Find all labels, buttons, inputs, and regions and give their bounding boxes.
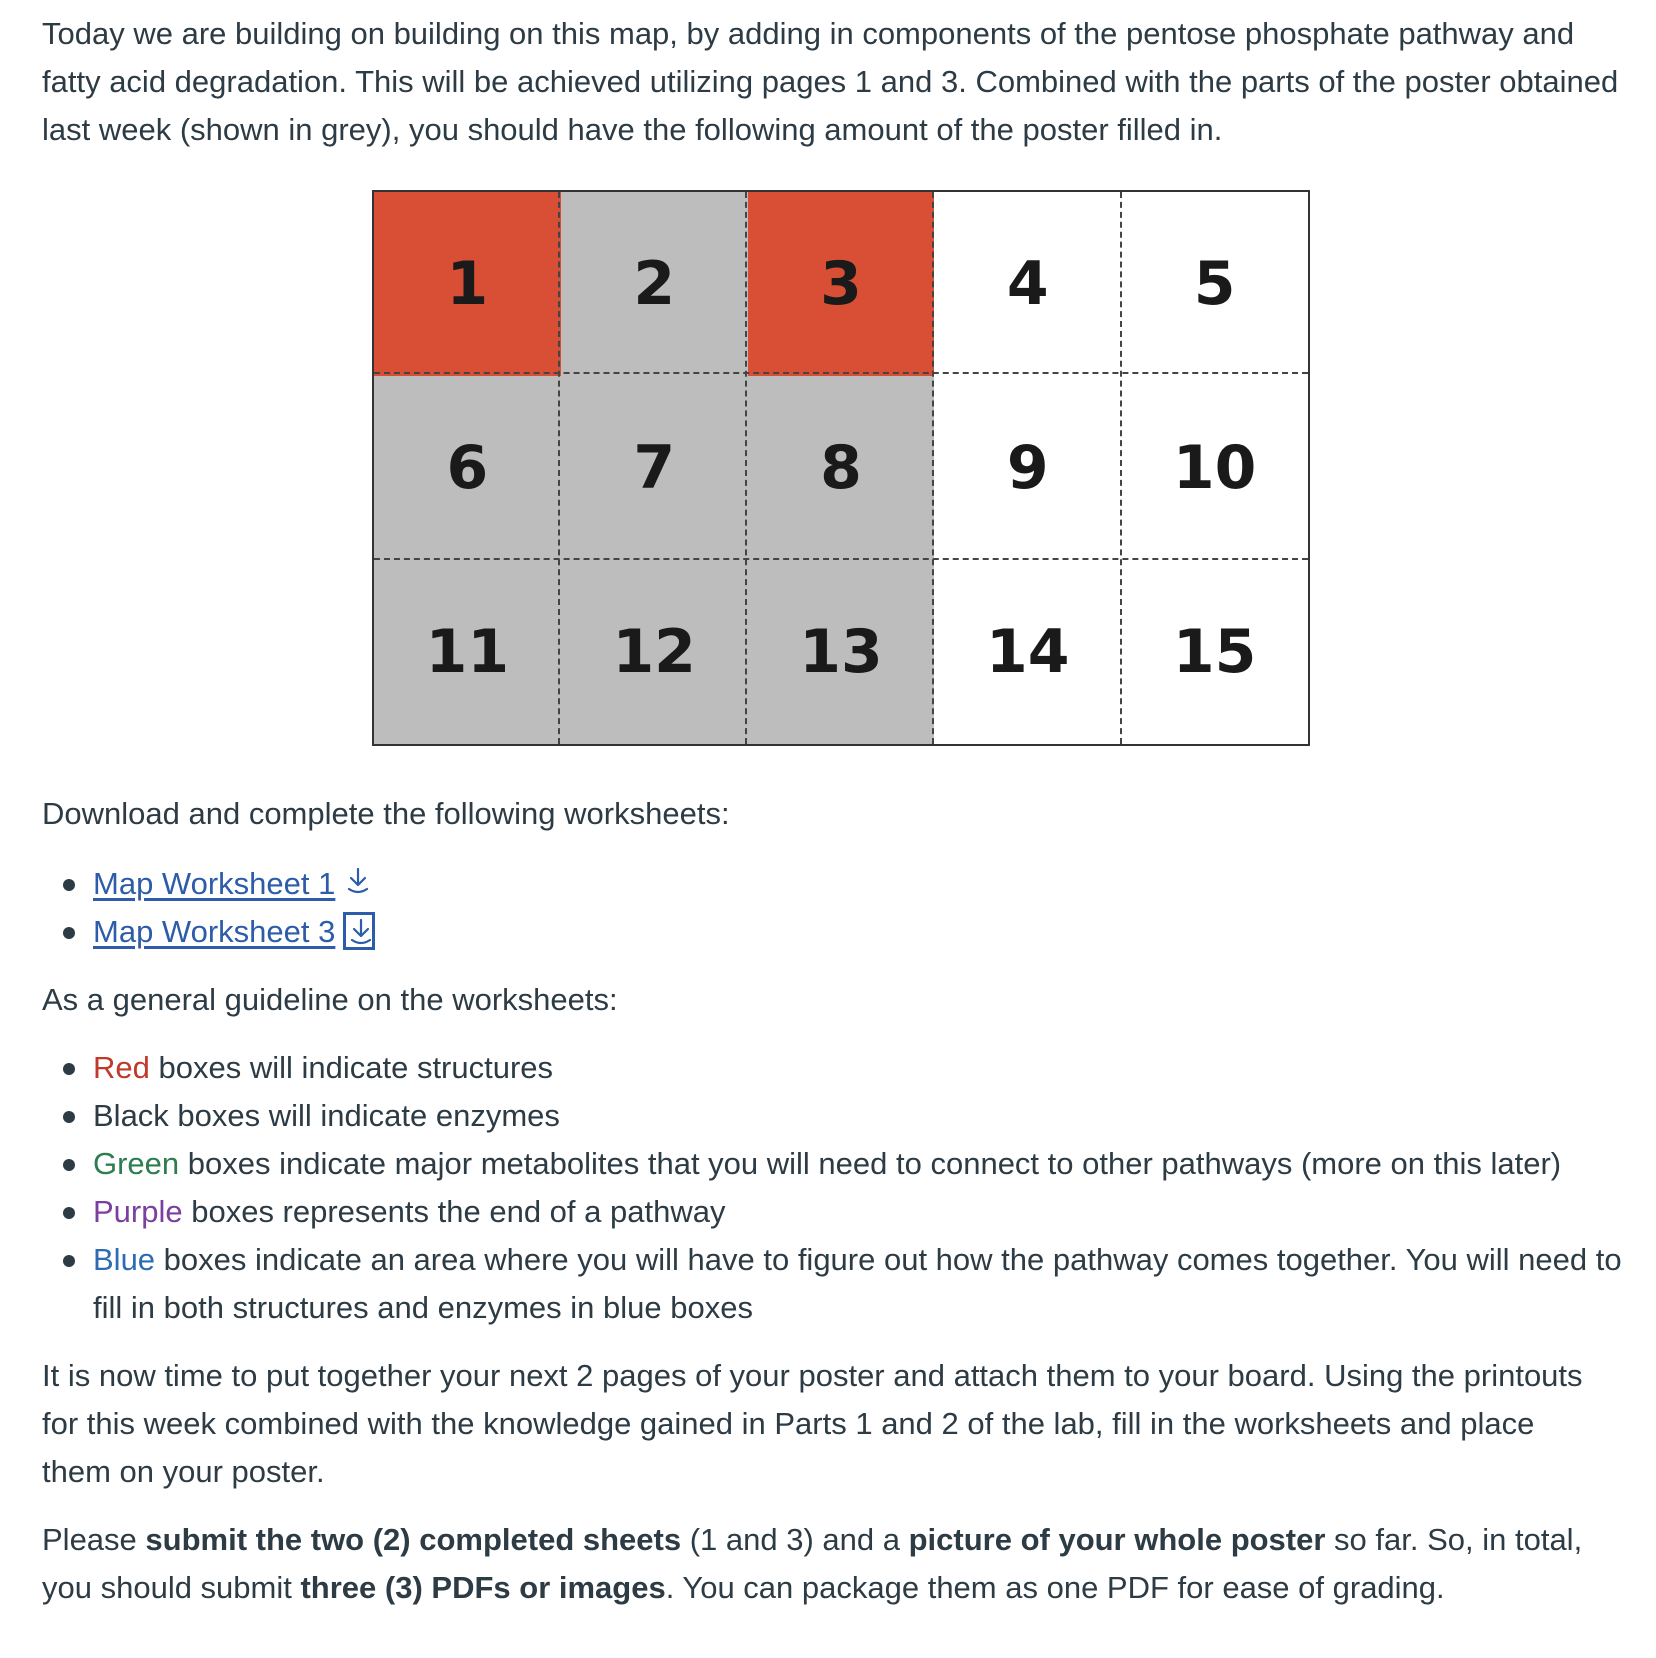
poster-cell-5: 5 xyxy=(1121,192,1308,376)
grid-divider xyxy=(374,558,1308,560)
poster-cell-6: 6 xyxy=(374,376,561,560)
map-worksheet-1-link[interactable]: Map Worksheet 1 xyxy=(93,866,336,901)
guideline-list xyxy=(42,1044,1632,1332)
poster-cell-14: 14 xyxy=(934,560,1121,744)
poster-cell-1: 1 xyxy=(374,192,561,376)
grid-divider xyxy=(1120,192,1122,744)
poster-cell-3: 3 xyxy=(748,192,935,376)
list-item xyxy=(42,860,1632,908)
guideline-heading: As a general guideline on the worksheets: xyxy=(42,982,618,1017)
bullet xyxy=(63,1255,75,1267)
poster-cell-8: 8 xyxy=(748,376,935,560)
bullet xyxy=(63,1111,75,1123)
poster-cell-13: 13 xyxy=(748,560,935,744)
bullet xyxy=(63,927,75,939)
poster-cell-12: 12 xyxy=(561,560,748,744)
guideline-text: boxes indicate major metabolites that you will need to connect to other pathways (more on this later) xyxy=(179,1146,1562,1181)
grid-divider xyxy=(374,372,1308,374)
submit-text: so far. So, in total, you should submit xyxy=(42,1522,1583,1605)
worksheet-section xyxy=(42,790,1632,1612)
page-content xyxy=(42,10,1632,154)
bullet xyxy=(63,1207,75,1219)
intro-paragraph: Today we are building on building on this map, by adding in components of the pentose phosphate pathway and fatty acid degradation. This will be achieved utilizing pages 1 and 3. Combined with the parts of the poster obtained last week (shown in grey), you should have the following amount of the poster filled in. xyxy=(42,16,1619,147)
list-item xyxy=(42,1140,1632,1188)
worksheet-list xyxy=(42,860,1632,956)
list-item xyxy=(42,1044,1632,1092)
list-item xyxy=(42,1236,1632,1332)
list-item xyxy=(42,1092,1632,1140)
poster-cell-4: 4 xyxy=(934,192,1121,376)
submit-bold: submit the two (2) completed sheets xyxy=(145,1522,682,1557)
download-icon[interactable] xyxy=(343,912,375,950)
poster-cell-9: 9 xyxy=(934,376,1121,560)
list-item xyxy=(42,908,1632,956)
guideline-text: Black boxes will indicate enzymes xyxy=(93,1098,560,1133)
poster-cell-11: 11 xyxy=(374,560,561,744)
guideline-text: boxes will indicate structures xyxy=(149,1050,554,1085)
red-label: Red xyxy=(93,1050,150,1085)
blue-label: Blue xyxy=(93,1242,156,1277)
submit-text: Please xyxy=(42,1522,146,1557)
poster-grid xyxy=(372,190,1310,746)
submit-paragraph xyxy=(42,1516,1622,1612)
bullet xyxy=(63,879,75,891)
grid-divider xyxy=(932,192,934,744)
submit-bold: three (3) PDFs or images xyxy=(300,1570,666,1605)
grid-divider xyxy=(745,192,747,744)
submit-bold: picture of your whole poster xyxy=(908,1522,1326,1557)
download-heading: Download and complete the following worksheets: xyxy=(42,796,730,831)
instructions-paragraph: It is now time to put together your next 2 pages of your poster and attach them to your board. Using the printouts for this week combined with the knowledge gained in Parts 1 and 2 of the lab, fill in the worksheets and place them on your poster. xyxy=(42,1358,1583,1489)
bullet xyxy=(63,1063,75,1075)
list-item xyxy=(42,1188,1632,1236)
submit-text: . You can package them as one PDF for ease of grading. xyxy=(665,1570,1445,1605)
poster-cell-10: 10 xyxy=(1121,376,1308,560)
poster-cell-15: 15 xyxy=(1121,560,1308,744)
green-label: Green xyxy=(93,1146,180,1181)
map-worksheet-3-link[interactable]: Map Worksheet 3 xyxy=(93,914,336,949)
bullet xyxy=(63,1159,75,1171)
purple-label: Purple xyxy=(93,1194,183,1229)
grid-divider xyxy=(558,192,560,744)
poster-cell-7: 7 xyxy=(561,376,748,560)
download-icon[interactable] xyxy=(343,864,375,902)
poster-cell-2: 2 xyxy=(561,192,748,376)
guideline-text: boxes represents the end of a pathway xyxy=(182,1194,726,1229)
submit-text: (1 and 3) and a xyxy=(681,1522,909,1557)
guideline-text: boxes indicate an area where you will have to figure out how the pathway comes together. You will need to fill in both structures and enzymes in blue boxes xyxy=(93,1242,1622,1325)
